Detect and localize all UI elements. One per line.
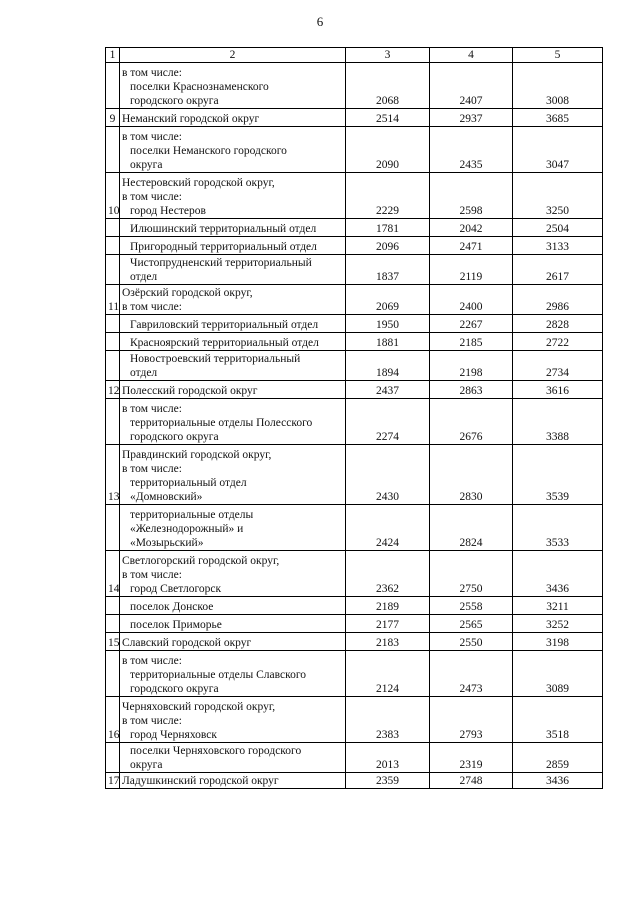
value-col-5: 3008 bbox=[513, 63, 603, 109]
row-number bbox=[106, 505, 120, 551]
table-row bbox=[106, 173, 603, 219]
value-col-5: 3388 bbox=[513, 399, 603, 445]
territory-name-line: отдел bbox=[130, 367, 158, 379]
territory-name-line: городского округа bbox=[130, 683, 219, 695]
value-col-3: 2362 bbox=[346, 551, 430, 597]
value-col-5: 3436 bbox=[513, 773, 603, 789]
table-row bbox=[106, 743, 603, 773]
table-row bbox=[106, 551, 603, 597]
value-col-5: 3133 bbox=[513, 237, 603, 255]
value-col-3: 1781 bbox=[346, 219, 430, 237]
column-header: 2 bbox=[120, 48, 346, 63]
value-col-3: 2096 bbox=[346, 237, 430, 255]
value-col-4: 2558 bbox=[430, 597, 513, 615]
table-row bbox=[106, 255, 603, 285]
table-row bbox=[106, 285, 603, 315]
value-col-4: 2863 bbox=[430, 381, 513, 399]
value-col-4: 2267 bbox=[430, 315, 513, 333]
territory-name-line: в том числе: bbox=[122, 715, 182, 727]
territory-name-line: Нестеровский городской округ, bbox=[122, 177, 275, 189]
row-number: 9 bbox=[106, 109, 120, 127]
table-row bbox=[106, 219, 603, 237]
value-col-5: 3211 bbox=[513, 597, 603, 615]
value-col-4: 2119 bbox=[430, 255, 513, 285]
table-row bbox=[106, 333, 603, 351]
table-row bbox=[106, 773, 603, 789]
value-col-4: 2937 bbox=[430, 109, 513, 127]
territory-name-line: в том числе: bbox=[122, 403, 182, 415]
value-col-3: 2229 bbox=[346, 173, 430, 219]
value-col-4: 2748 bbox=[430, 773, 513, 789]
territory-name bbox=[120, 255, 346, 285]
territory-name-line: отдел bbox=[130, 271, 158, 283]
value-col-3: 1894 bbox=[346, 351, 430, 381]
territory-name-line: Красноярский территориальный отдел bbox=[130, 337, 319, 349]
territory-name-line: территориальные отделы bbox=[130, 509, 254, 521]
row-number bbox=[106, 315, 120, 333]
row-number bbox=[106, 399, 120, 445]
value-col-5: 2859 bbox=[513, 743, 603, 773]
value-col-3: 2424 bbox=[346, 505, 430, 551]
territory-name-line: город Нестеров bbox=[130, 205, 206, 217]
territory-name bbox=[120, 505, 346, 551]
table-row bbox=[106, 597, 603, 615]
table-row bbox=[106, 445, 603, 505]
value-col-5: 3250 bbox=[513, 173, 603, 219]
value-col-4: 2400 bbox=[430, 285, 513, 315]
territory-name bbox=[120, 597, 346, 615]
territory-name-line: Правдинский городской округ, bbox=[122, 449, 272, 461]
value-col-5: 3089 bbox=[513, 651, 603, 697]
territory-name-line: поселок Приморье bbox=[130, 619, 222, 631]
territory-name-line: «Домновский» bbox=[130, 491, 203, 503]
row-number: 15 bbox=[106, 633, 120, 651]
territory-name bbox=[120, 773, 346, 789]
value-col-4: 2793 bbox=[430, 697, 513, 743]
row-number bbox=[106, 615, 120, 633]
value-col-4: 2407 bbox=[430, 63, 513, 109]
value-col-5: 3518 bbox=[513, 697, 603, 743]
value-col-5: 3616 bbox=[513, 381, 603, 399]
value-col-3: 2359 bbox=[346, 773, 430, 789]
territory-name-line: Черняховский городской округ, bbox=[122, 701, 276, 713]
row-number bbox=[106, 63, 120, 109]
territory-name bbox=[120, 615, 346, 633]
row-number bbox=[106, 127, 120, 173]
territory-name bbox=[120, 697, 346, 743]
territory-name-line: территориальные отделы Полесского bbox=[130, 417, 313, 429]
value-col-4: 2435 bbox=[430, 127, 513, 173]
table-row bbox=[106, 697, 603, 743]
value-col-3: 2124 bbox=[346, 651, 430, 697]
table-row bbox=[106, 381, 603, 399]
page-number: 6 bbox=[316, 14, 324, 29]
territory-name bbox=[120, 351, 346, 381]
row-number bbox=[106, 237, 120, 255]
territory-name bbox=[120, 445, 346, 505]
value-col-3: 2274 bbox=[346, 399, 430, 445]
value-col-3: 1837 bbox=[346, 255, 430, 285]
territory-name-line: Полесский городской округ bbox=[122, 385, 258, 397]
column-header: 1 bbox=[106, 48, 120, 63]
statistics-table bbox=[105, 47, 603, 789]
territory-name-line: Озёрский городской округ, bbox=[122, 287, 253, 299]
value-col-5: 2828 bbox=[513, 315, 603, 333]
value-col-3: 2383 bbox=[346, 697, 430, 743]
territory-name-line: поселки Неманского городского bbox=[130, 145, 287, 157]
value-col-3: 2069 bbox=[346, 285, 430, 315]
value-col-5: 2986 bbox=[513, 285, 603, 315]
territory-name-line: Пригородный территориальный отдел bbox=[130, 241, 317, 253]
value-col-5: 2617 bbox=[513, 255, 603, 285]
table-row bbox=[106, 315, 603, 333]
value-col-5: 3047 bbox=[513, 127, 603, 173]
table-row bbox=[106, 651, 603, 697]
territory-name-line: в том числе: bbox=[122, 301, 182, 313]
value-col-4: 2598 bbox=[430, 173, 513, 219]
table-row bbox=[106, 63, 603, 109]
territory-name bbox=[120, 399, 346, 445]
row-number: 16 bbox=[106, 697, 120, 743]
territory-name bbox=[120, 315, 346, 333]
territory-name bbox=[120, 237, 346, 255]
territory-name bbox=[120, 743, 346, 773]
territory-name bbox=[120, 551, 346, 597]
value-col-3: 2090 bbox=[346, 127, 430, 173]
territory-name-line: в том числе: bbox=[122, 131, 182, 143]
territory-name-line: Новостроевский территориальный bbox=[130, 353, 301, 365]
row-number bbox=[106, 351, 120, 381]
value-col-3: 2514 bbox=[346, 109, 430, 127]
table-row bbox=[106, 399, 603, 445]
territory-name bbox=[120, 173, 346, 219]
territory-name-line: Неманский городской округ bbox=[122, 113, 260, 125]
value-col-3: 2177 bbox=[346, 615, 430, 633]
territory-name-line: «Железнодорожный» и bbox=[130, 523, 244, 535]
territory-name bbox=[120, 381, 346, 399]
value-col-4: 2198 bbox=[430, 351, 513, 381]
value-col-3: 2068 bbox=[346, 63, 430, 109]
row-number bbox=[106, 333, 120, 351]
territory-name bbox=[120, 219, 346, 237]
value-col-3: 2437 bbox=[346, 381, 430, 399]
territory-name-line: город Светлогорск bbox=[130, 583, 222, 595]
column-header: 3 bbox=[346, 48, 430, 63]
value-col-4: 2471 bbox=[430, 237, 513, 255]
value-col-5: 2504 bbox=[513, 219, 603, 237]
territory-name-line: Ладушкинский городской округ bbox=[122, 775, 279, 787]
territory-name-line: Илюшинский территориальный отдел bbox=[130, 223, 317, 235]
value-col-4: 2042 bbox=[430, 219, 513, 237]
value-col-4: 2830 bbox=[430, 445, 513, 505]
table-row bbox=[106, 351, 603, 381]
value-col-5: 2734 bbox=[513, 351, 603, 381]
row-number bbox=[106, 219, 120, 237]
table-row bbox=[106, 109, 603, 127]
value-col-4: 2750 bbox=[430, 551, 513, 597]
table-row bbox=[106, 505, 603, 551]
table-row bbox=[106, 615, 603, 633]
territory-name-line: округа bbox=[130, 759, 163, 771]
row-number: 17 bbox=[106, 773, 120, 789]
territory-name-line: городского округа bbox=[130, 95, 219, 107]
column-header: 4 bbox=[430, 48, 513, 63]
value-col-3: 2189 bbox=[346, 597, 430, 615]
row-number bbox=[106, 255, 120, 285]
territory-name bbox=[120, 63, 346, 109]
territory-name-line: Славский городской округ bbox=[122, 637, 252, 649]
row-number: 14 bbox=[106, 551, 120, 597]
territory-name-line: в том числе: bbox=[122, 569, 182, 581]
row-number bbox=[106, 743, 120, 773]
value-col-5: 3198 bbox=[513, 633, 603, 651]
value-col-4: 2319 bbox=[430, 743, 513, 773]
value-col-3: 2430 bbox=[346, 445, 430, 505]
territory-name-line: поселки Краснознаменского bbox=[130, 81, 269, 93]
value-col-5: 3539 bbox=[513, 445, 603, 505]
territory-name-line: поселки Черняховского городского bbox=[130, 745, 302, 757]
territory-name-line: в том числе: bbox=[122, 463, 182, 475]
table-header-row bbox=[106, 48, 603, 63]
value-col-3: 2013 bbox=[346, 743, 430, 773]
territory-name-line: город Черняховск bbox=[130, 729, 217, 741]
territory-name-line: территориальный отдел bbox=[130, 477, 247, 489]
territory-name-line: в том числе: bbox=[122, 191, 182, 203]
row-number bbox=[106, 651, 120, 697]
row-number: 13 bbox=[106, 445, 120, 505]
territory-name-line: территориальные отделы Славского bbox=[130, 669, 307, 681]
territory-name-line: Чистопрудненский территориальный bbox=[130, 257, 312, 269]
territory-name-line: городского округа bbox=[130, 431, 219, 443]
value-col-4: 2824 bbox=[430, 505, 513, 551]
territory-name bbox=[120, 285, 346, 315]
value-col-5: 3685 bbox=[513, 109, 603, 127]
row-number: 10 bbox=[106, 173, 120, 219]
row-number: 12 bbox=[106, 381, 120, 399]
territory-name-line: Светлогорский городской округ, bbox=[122, 555, 280, 567]
value-col-3: 1881 bbox=[346, 333, 430, 351]
column-header: 5 bbox=[513, 48, 603, 63]
value-col-4: 2676 bbox=[430, 399, 513, 445]
territory-name-line: в том числе: bbox=[122, 67, 182, 79]
row-number: 11 bbox=[106, 285, 120, 315]
value-col-3: 1950 bbox=[346, 315, 430, 333]
value-col-5: 3436 bbox=[513, 551, 603, 597]
table-row bbox=[106, 633, 603, 651]
row-number bbox=[106, 597, 120, 615]
value-col-4: 2550 bbox=[430, 633, 513, 651]
territory-name-line: в том числе: bbox=[122, 655, 182, 667]
territory-name bbox=[120, 127, 346, 173]
value-col-5: 3533 bbox=[513, 505, 603, 551]
territory-name-line: округа bbox=[130, 159, 163, 171]
territory-name bbox=[120, 651, 346, 697]
territory-name-line: поселок Донское bbox=[130, 601, 214, 613]
territory-name-line: Гавриловский территориальный отдел bbox=[130, 319, 319, 331]
value-col-5: 2722 bbox=[513, 333, 603, 351]
table-row bbox=[106, 237, 603, 255]
value-col-5: 3252 bbox=[513, 615, 603, 633]
territory-name bbox=[120, 109, 346, 127]
value-col-4: 2565 bbox=[430, 615, 513, 633]
territory-name bbox=[120, 633, 346, 651]
territory-name-line: «Мозырьский» bbox=[130, 537, 204, 549]
value-col-4: 2473 bbox=[430, 651, 513, 697]
value-col-3: 2183 bbox=[346, 633, 430, 651]
table-row bbox=[106, 127, 603, 173]
territory-name bbox=[120, 333, 346, 351]
value-col-4: 2185 bbox=[430, 333, 513, 351]
